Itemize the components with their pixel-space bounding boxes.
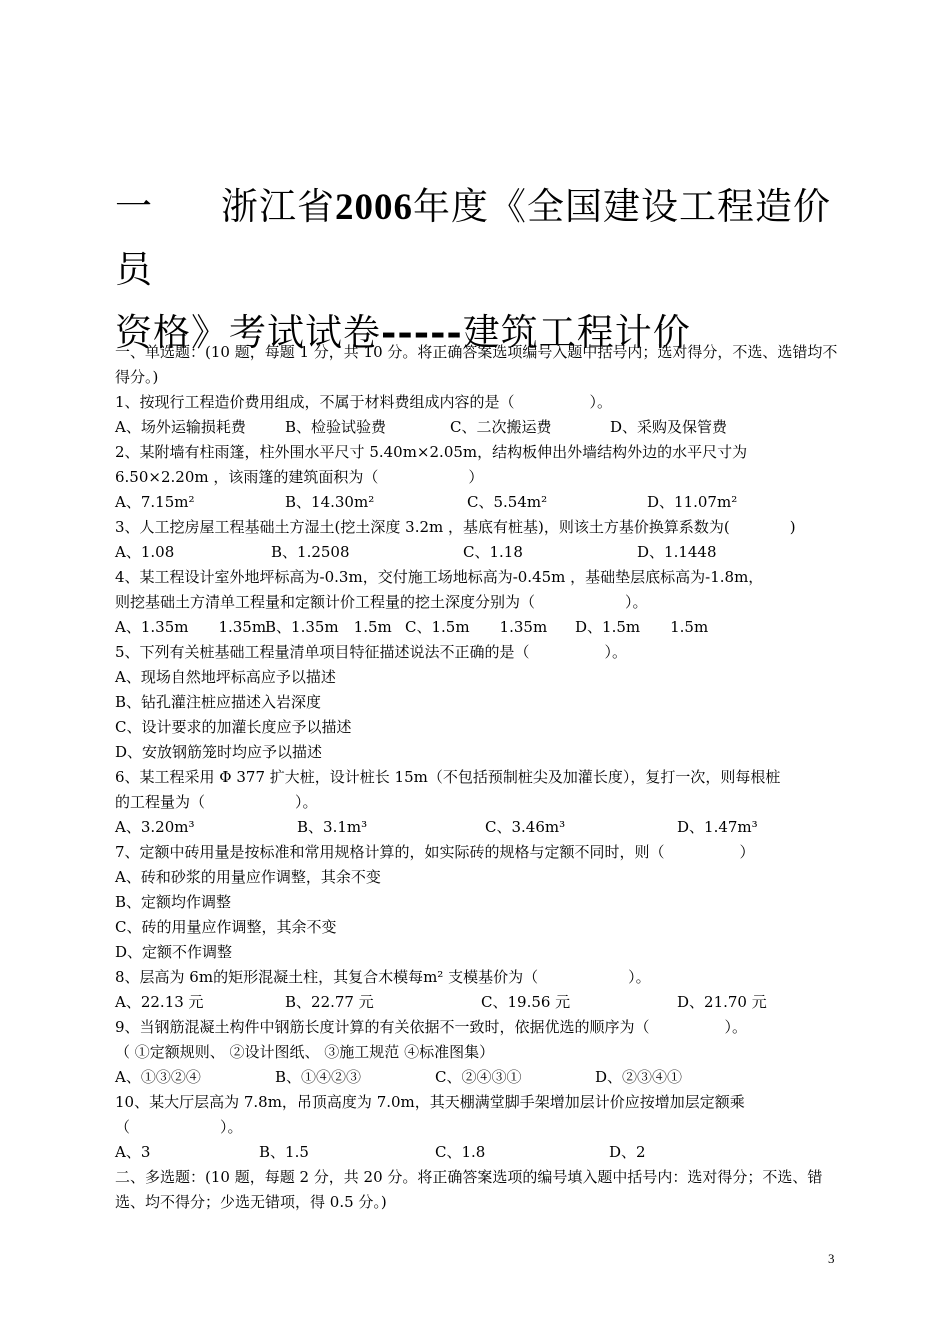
q10-option-c: C、1.8 [435,1143,486,1161]
q7-option-a: A、砖和砂浆的用量应作调整，其余不变 [115,868,381,886]
q1-option-c: C、二次搬运费 [450,418,552,436]
q5-option-c: C、设计要求的加灌长度应予以描述 [115,718,352,736]
q2-line1: 2、某附墙有柱雨篷，柱外围水平尺寸 5.40m×2.05m，结构板伸出外墙结构外边的水平尺寸为 [115,443,748,461]
q10-options [115,1140,840,1165]
q6-option-c: C、3.46m³ [485,818,566,836]
title-prefix: 一 [115,185,153,228]
q9-option-a: A、①③②④ [115,1068,201,1086]
q5-option-b: B、钻孔灌注桩应描述入岩深度 [115,693,322,711]
title-year: 2006 [335,187,413,228]
q4-option-c: C、1.5m 1.35m [405,618,548,636]
document-title [115,176,845,364]
q8-text: 8、层高为 6m的矩形混凝土柱，其复合木模每m² 支模基价为（ ）。 [115,968,651,986]
q1-option-a: A、场外运输损耗费 [115,418,246,436]
q7-option-c: C、砖的用量应作调整，其余不变 [115,918,337,936]
title-part3: 资格》考试试卷 [115,311,381,354]
title-part4: 建筑工程计价 [462,311,691,354]
q4-line2: 则挖基础土方清单工程量和定额计价工程量的挖土深度分别为（ ）。 [115,593,648,611]
q6-option-d: D、1.47m³ [677,818,758,836]
q9-option-c: C、②④③① [435,1068,522,1086]
q3-text: 3、人工挖房屋工程基础土方湿土(挖土深度 3.2m ，基底有桩基)，则该土方基价换算系数为( ) [115,518,796,536]
title-part2: 年度《全国建设工程造价员 [115,185,831,291]
q6-options [115,815,840,840]
q3-options [115,540,840,565]
q6-option-b: B、3.1m³ [297,818,368,836]
title-part1: 浙江省 [221,185,335,228]
q7-text: 7、定额中砖用量是按标准和常用规格计算的，如实际砖的规格与定额不同时，则（ ） [115,843,755,861]
q10-option-b: B、1.5 [259,1143,309,1161]
q2-option-a: A、7.15m² [115,493,195,511]
q5-text: 5、下列有关桩基础工程量清单项目特征描述说法不正确的是（ ）。 [115,643,628,661]
q2-option-c: C、5.54m² [467,493,548,511]
exam-content [115,340,840,1215]
q3-option-d: D、1.1448 [637,543,717,561]
q5-option-d: D、安放钢筋笼时均应予以描述 [115,743,323,761]
q3-option-b: B、1.2508 [271,543,350,561]
q10-line1: 10、某大厅层高为 7.8m，吊顶高度为 7.0m，其天棚满堂脚手架增加层计价应按增加层定额乘 [115,1093,745,1111]
q8-options [115,990,840,1015]
q10-option-d: D、2 [609,1143,646,1161]
q5-option-a: A、现场自然地坪标高应予以描述 [115,668,336,686]
q8-option-a: A、22.13 元 [115,993,204,1011]
q9-options [115,1065,840,1090]
q8-option-b: B、22.77 元 [285,993,374,1011]
q6-option-a: A、3.20m³ [115,818,195,836]
q10-line2: （ ）。 [115,1118,243,1136]
q9-text: 9、当钢筋混凝土构件中钢筋长度计算的有关依据不一致时，依据优选的顺序为（ ）。 [115,1018,748,1036]
q7-option-d: D、定额不作调整 [115,943,233,961]
q8-option-c: C、19.56 元 [481,993,571,1011]
q10-option-a: A、3 [115,1143,151,1161]
q3-option-c: C、1.18 [463,543,523,561]
q1-option-d: D、采购及保管费 [610,418,728,436]
section2-header: 二、多选题：(10 题，每题 2 分，共 20 分。将正确答案选项的编号填入题中括号内：选对得分；不选、错选、均不得分；少选无错项，得 0.5 分。) [115,1168,823,1211]
q2-line2: 6.50×2.20m ，该雨篷的建筑面积为（ ） [115,468,484,486]
q9-option-b: B、①④②③ [275,1068,362,1086]
q1-options [115,415,840,440]
page-number: 3 [828,1251,835,1266]
q4-option-d: D、1.5m 1.5m [575,618,709,636]
q7-option-b: B、定额均作调整 [115,893,232,911]
q4-option-a: A、1.35m 1.35m [115,618,267,636]
q9-sub: （ ①定额规则、 ②设计图纸、 ③施工规范 ④标准图集） [115,1043,495,1061]
q6-line2: 的工程量为（ ）。 [115,793,318,811]
q6-line1: 6、某工程采用 Φ 377 扩大桩，设计桩长 15m（不包括预制桩尖及加灌长度），复打一次，则每根桩 [115,768,781,786]
title-dashes: ----- [381,310,463,354]
q2-option-b: B、14.30m² [285,493,375,511]
q2-options [115,490,840,515]
q8-option-d: D、21.70 元 [677,993,767,1011]
q4-options [115,615,840,640]
section1-header: 一、单选题：(10 题，每题 1 分，共 10 分。将正确答案选项编号入题中括号内；选对得分，不选、选错均不得分。) [115,343,838,386]
q9-option-d: D、②③④① [595,1068,683,1086]
q4-option-b: B、1.35m 1.5m [265,618,392,636]
q1-text: 1、按现行工程造价费用组成，不属于材料费组成内容的是（ ）。 [115,393,613,411]
q3-option-a: A、1.08 [115,543,175,561]
q1-option-b: B、检验试验费 [285,418,387,436]
q4-line1: 4、某工程设计室外地坪标高为-0.3m，交付施工场地标高为-0.45m ，基础垫层底标高为-1.8m， [115,568,764,586]
q2-option-d: D、11.07m² [647,493,738,511]
